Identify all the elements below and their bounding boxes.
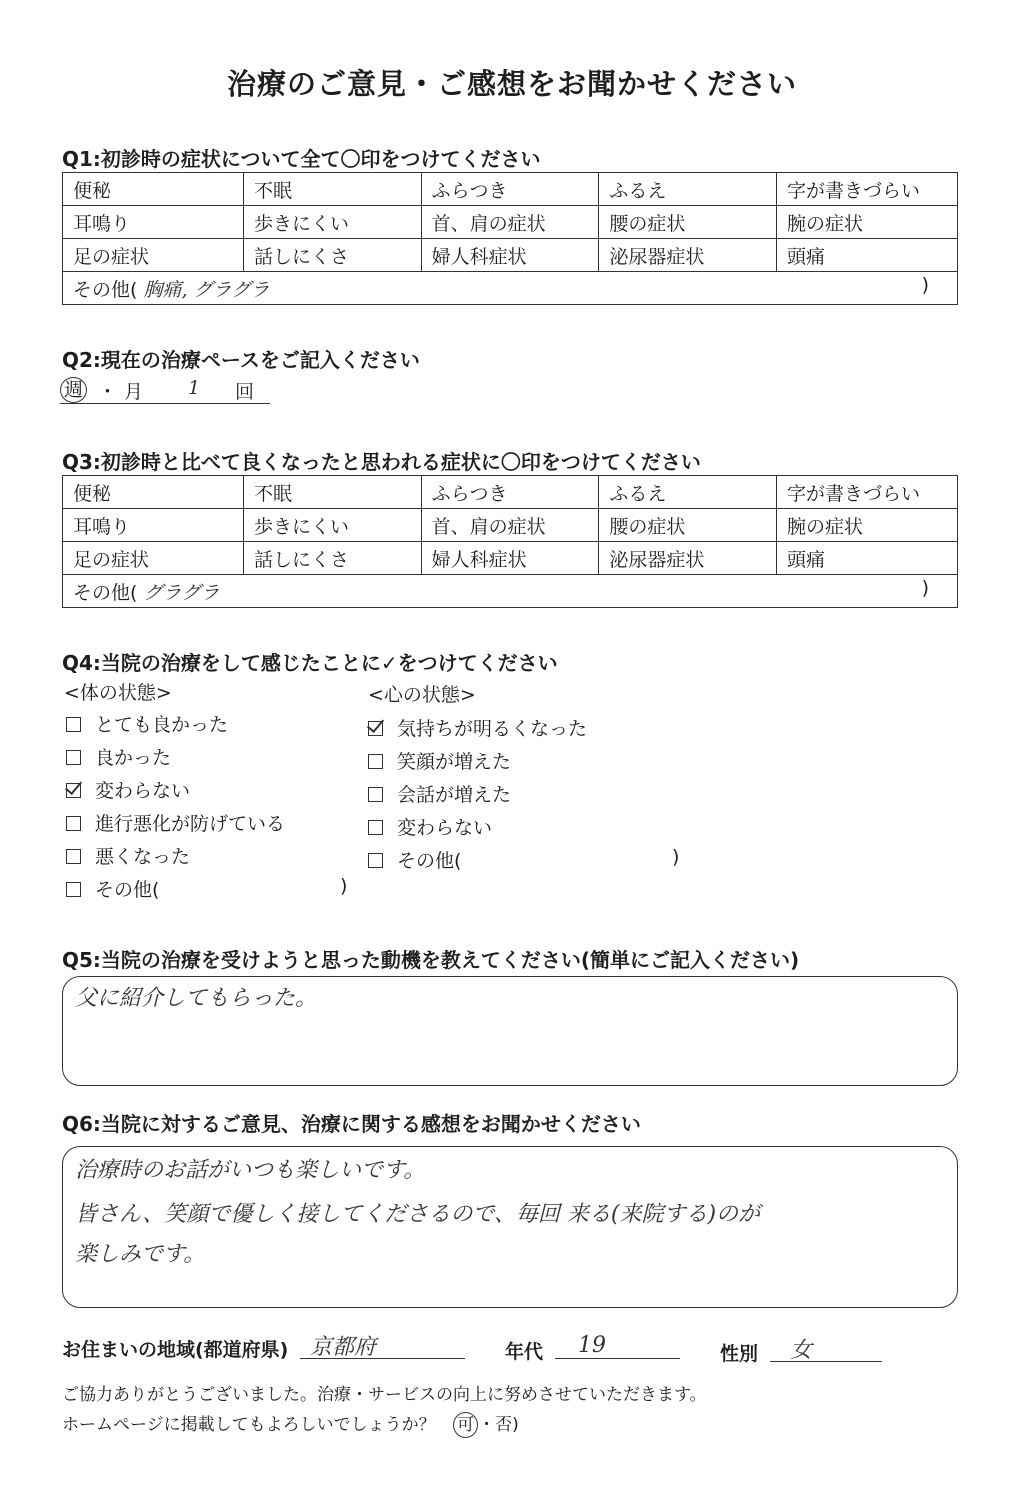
other-prefix: その他( (73, 581, 138, 604)
symptom-cell[interactable]: 泌尿器症状 (599, 542, 777, 575)
symptom-cell[interactable]: 歩きにくい (244, 206, 422, 239)
body-state-heading: <体の状態> (64, 682, 172, 704)
other-prefix: その他( (73, 278, 138, 301)
q1-other-value: 胸痛, グラグラ (143, 278, 270, 301)
region-value: 京都府 (310, 1335, 377, 1360)
q1-other-field[interactable] (63, 272, 958, 305)
pace-count: 1 (188, 377, 201, 399)
sex-label: 性別 (720, 1343, 759, 1365)
symptom-cell[interactable]: 首、肩の症状 (421, 509, 599, 542)
pace-unit: 回 (235, 381, 255, 403)
checkbox-icon[interactable] (66, 750, 81, 765)
q6-answer-line: 治療時のお話がいつも楽しいです。 (75, 1158, 426, 1183)
symptom-cell[interactable]: ふらつき (421, 173, 599, 206)
symptom-cell[interactable]: 不眠 (244, 173, 422, 206)
age-underline[interactable] (555, 1358, 680, 1359)
symptom-cell[interactable]: 足の症状 (63, 542, 244, 575)
body-option[interactable]: 進行悪化が防げている (66, 809, 285, 836)
region-label: お住まいの地域(都道府県) (62, 1339, 289, 1361)
close-paren: ) (672, 846, 680, 868)
checkbox-icon[interactable] (66, 717, 81, 732)
symptom-cell[interactable]: 腰の症状 (599, 206, 777, 239)
symptom-cell[interactable]: 歩きにくい (244, 509, 422, 542)
symptom-cell[interactable]: 腕の症状 (777, 206, 958, 239)
symptom-cell[interactable]: 腰の症状 (599, 509, 777, 542)
symptom-cell[interactable]: 不眠 (244, 476, 422, 509)
q3-other-field[interactable] (63, 575, 958, 608)
symptom-cell[interactable]: 頭痛 (777, 542, 958, 575)
symptom-cell[interactable]: 足の症状 (63, 239, 244, 272)
checked-checkbox-icon[interactable] (66, 783, 81, 798)
mind-state-heading: <心の状態> (368, 684, 476, 706)
body-option[interactable]: 良かった (66, 743, 171, 770)
age-label: 年代 (505, 1341, 544, 1363)
body-option[interactable]: 変わらない (66, 776, 190, 803)
symptom-cell[interactable]: 婦人科症状 (421, 239, 599, 272)
q1-symptom-table (62, 172, 958, 305)
publish-yes-circled[interactable]: 可 (453, 1412, 478, 1438)
symptom-cell[interactable]: 耳鳴り (63, 509, 244, 542)
body-option[interactable]: とても良かった (66, 710, 228, 737)
form-title: 治療のご意見・ご感想をお聞かせください (226, 67, 797, 101)
checkbox-icon[interactable] (66, 849, 81, 864)
checkbox-icon[interactable] (66, 882, 81, 897)
other-suffix: ) (921, 274, 929, 296)
mind-option[interactable]: 笑顔が増えた (368, 747, 511, 774)
checkbox-icon[interactable] (368, 787, 383, 802)
q2-label: Q2:現在の治療ペースをご記入ください (62, 348, 420, 372)
symptom-cell[interactable]: ふるえ (599, 173, 777, 206)
month-option[interactable]: 月 (124, 381, 144, 403)
checked-checkbox-icon[interactable] (368, 721, 383, 736)
other-suffix: ) (921, 577, 929, 599)
publish-question: ホームページに掲載してもよろしいでしょうか？ 可 ・否) (62, 1410, 519, 1438)
symptom-cell[interactable]: ふらつき (421, 476, 599, 509)
q3-other-value: グラグラ (143, 581, 220, 604)
body-option[interactable]: 悪くなった (66, 842, 190, 869)
sex-underline[interactable] (770, 1361, 882, 1362)
checkbox-icon[interactable] (368, 853, 383, 868)
checkbox-icon[interactable] (368, 820, 383, 835)
thanks-text: ご協力ありがとうございました。治療・サービスの向上に努めさせていただきます。 (62, 1385, 707, 1405)
q6-answer-box[interactable] (62, 1146, 958, 1308)
q5-answer: 父に紹介してもらった。 (75, 986, 318, 1011)
body-option-other[interactable]: その他( (66, 875, 159, 902)
sex-value: 女 (790, 1338, 813, 1363)
q6-answer-line: 皆さん、笑顔で優しく接してくださるので、毎回 来る(来院する)のが (75, 1202, 761, 1227)
symptom-cell[interactable]: 泌尿器症状 (599, 239, 777, 272)
checkbox-icon[interactable] (66, 816, 81, 831)
symptom-cell[interactable]: 腕の症状 (777, 509, 958, 542)
symptom-cell[interactable]: 話しにくさ (244, 239, 422, 272)
symptom-cell[interactable]: 字が書きづらい (777, 173, 958, 206)
mind-option-other[interactable]: その他( (368, 846, 461, 873)
symptom-cell[interactable]: 便秘 (63, 476, 244, 509)
publish-no[interactable]: 否) (495, 1415, 519, 1435)
symptom-cell[interactable]: 頭痛 (777, 239, 958, 272)
week-option-circled[interactable]: 週 (60, 377, 87, 403)
q5-answer-box[interactable] (62, 976, 958, 1086)
separator-dot: ・ (98, 381, 118, 403)
symptom-cell[interactable]: ふるえ (599, 476, 777, 509)
checkbox-icon[interactable] (368, 754, 383, 769)
q3-label: Q3:初診時と比べて良くなったと思われる症状に〇印をつけてください (62, 450, 701, 474)
symptom-cell[interactable]: 首、肩の症状 (421, 206, 599, 239)
q1-label: Q1:初診時の症状について全て〇印をつけてください (62, 147, 541, 171)
q6-answer-line: 楽しみです。 (75, 1242, 206, 1267)
q5-label: Q5:当院の治療を受けようと思った動機を教えてください(簡単にご記入ください) (62, 948, 800, 972)
mind-option[interactable]: 会話が増えた (368, 780, 511, 807)
symptom-cell[interactable]: 耳鳴り (63, 206, 244, 239)
q6-label: Q6:当院に対するご意見、治療に関する感想をお聞かせください (62, 1112, 641, 1136)
symptom-cell[interactable]: 便秘 (63, 173, 244, 206)
close-paren: ) (340, 875, 348, 897)
q2-pace-field[interactable] (60, 375, 270, 404)
mind-option[interactable]: 変わらない (368, 813, 492, 840)
q3-symptom-table (62, 475, 958, 608)
symptom-cell[interactable]: 婦人科症状 (421, 542, 599, 575)
symptom-cell[interactable]: 話しにくさ (244, 542, 422, 575)
symptom-cell[interactable]: 字が書きづらい (777, 476, 958, 509)
q4-label: Q4:当院の治療をして感じたことに✓をつけてください (62, 651, 558, 675)
region-underline[interactable] (300, 1358, 465, 1359)
age-value: 19 (578, 1333, 606, 1358)
mind-option[interactable]: 気持ちが明るくなった (368, 714, 587, 741)
